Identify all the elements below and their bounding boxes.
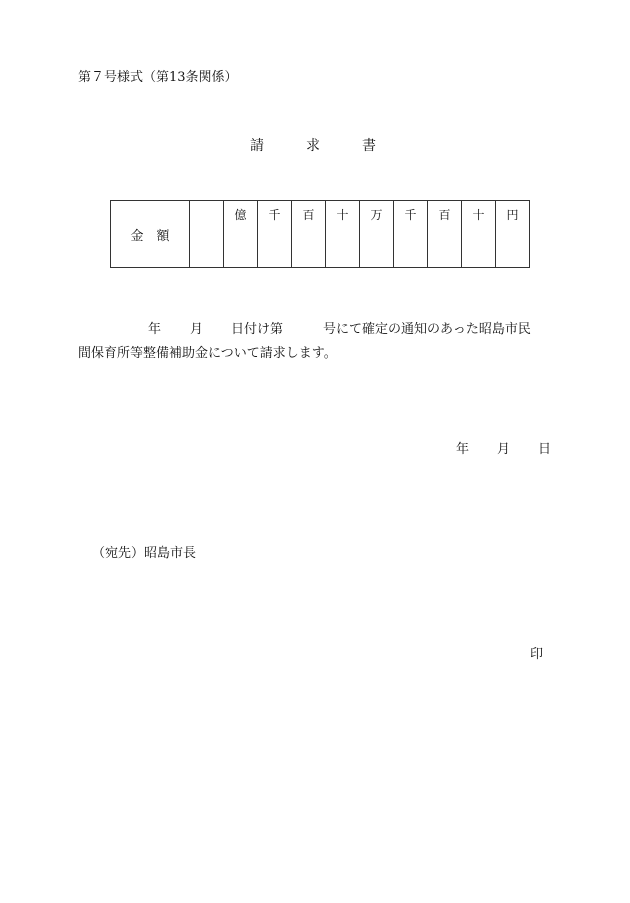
unit-label-oku: 億 [234, 208, 247, 222]
unit-label-sen-man: 千 [268, 208, 281, 222]
title-char-1: 請 [250, 138, 264, 154]
amount-cell-man[interactable] [360, 201, 394, 268]
amount-label: 金 額 [111, 201, 190, 268]
amount-cell-hyaku-man[interactable] [292, 201, 326, 268]
unit-label-sen: 千 [404, 208, 417, 222]
title-char-2: 求 [306, 138, 320, 154]
amount-cell-sen[interactable] [394, 201, 428, 268]
body-rest: 号にて確定の通知のあった昭島市民 [323, 322, 531, 337]
date-month: 月 [497, 442, 511, 457]
amount-cell-hyaku[interactable] [428, 201, 462, 268]
unit-label-hyaku: 百 [438, 208, 451, 222]
amount-cell-en[interactable] [496, 201, 530, 268]
body-year: 年 [148, 322, 162, 337]
body-line-2: 間保育所等整備補助金について請求します。 [78, 346, 337, 361]
date-year: 年 [456, 442, 470, 457]
amount-cell-juu[interactable] [462, 201, 496, 268]
body-month: 月 [190, 322, 204, 337]
unit-label-juu-man: 十 [336, 208, 349, 222]
amount-cell-juu-man[interactable] [326, 201, 360, 268]
addressee: （宛先）昭島市長 [92, 546, 197, 561]
amount-cell-oku[interactable] [224, 201, 258, 268]
unit-label-hyaku-man: 百 [302, 208, 315, 222]
document-title [250, 135, 376, 155]
form-number: 第７号様式（第13条関係） [78, 70, 238, 85]
amount-table [110, 200, 530, 268]
unit-label-juu: 十 [472, 208, 485, 222]
date-day: 日 [538, 442, 552, 457]
title-char-3: 書 [362, 138, 376, 154]
amount-cell-sen-man[interactable] [258, 201, 292, 268]
amount-blank-cell[interactable] [190, 201, 224, 268]
body-day-ref: 日付け第 [231, 322, 284, 337]
seal-mark: 印 [530, 647, 544, 662]
unit-label-en: 円 [506, 208, 519, 222]
date-line [456, 438, 551, 457]
unit-label-man: 万 [370, 208, 383, 222]
body-line-1 [78, 318, 531, 337]
